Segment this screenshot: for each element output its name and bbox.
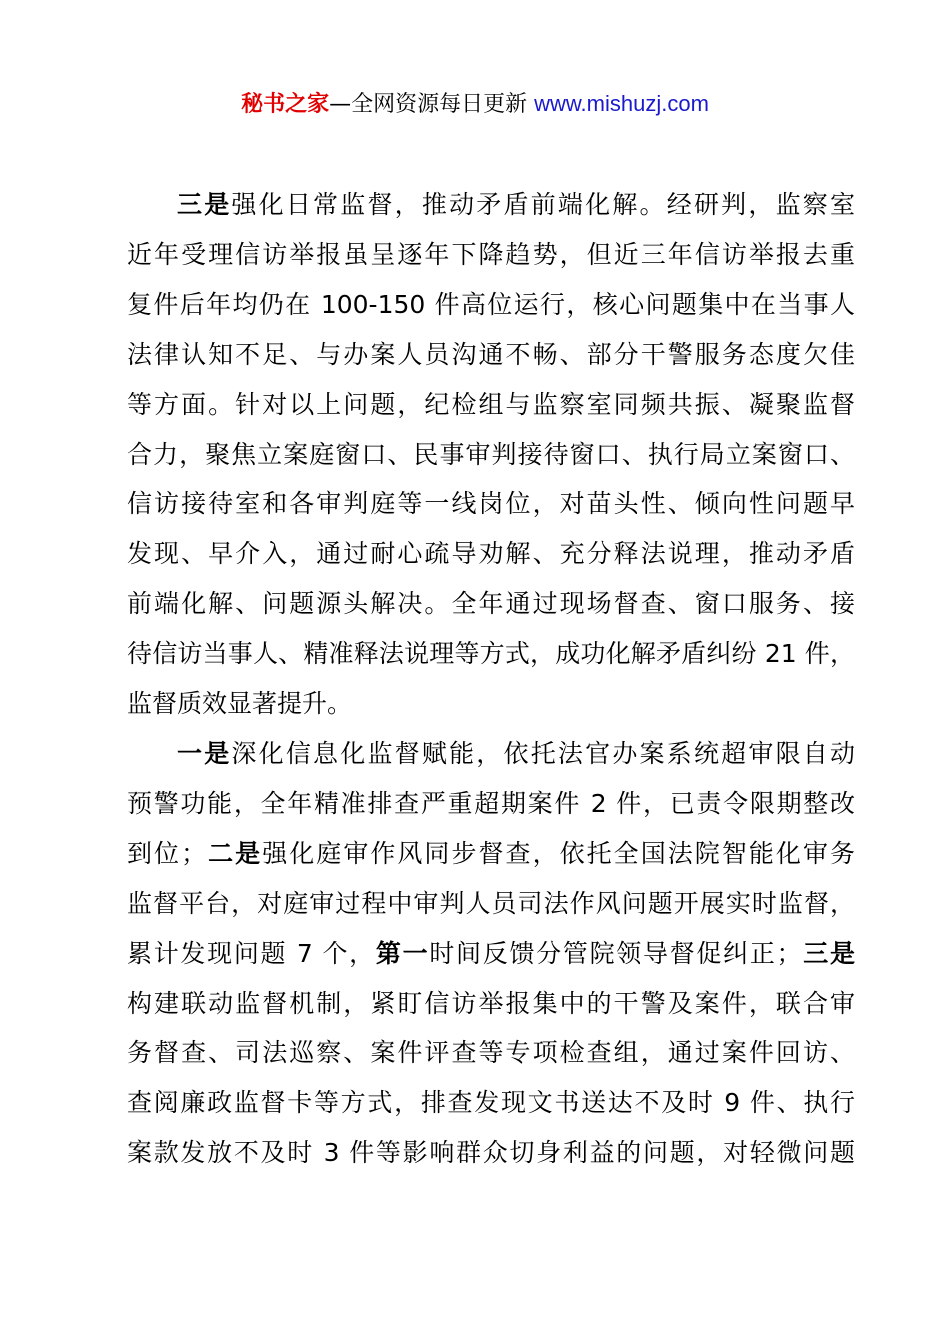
text-line: 信访接待室和各审判庭等一线岗位，对苗头性、倾向性问题早 (127, 489, 855, 519)
website-url[interactable]: www.mishuzj.com (534, 91, 709, 116)
text-line: 前端化解、问题源头解决。全年通过现场督查、窗口服务、接 (127, 589, 855, 619)
text-line: 累计发现问题 7 个，第一时间反馈分管院领导督促纠正；三是 (127, 938, 855, 968)
text-line: 发现、早介入，通过耐心疏导劝解、充分释法说理，推动矛盾 (127, 539, 855, 569)
text-line: 一是深化信息化监督赋能，依托法官办案系统超审限自动 (177, 738, 855, 768)
text-line: 复件后年均仍在 100-150 件高位运行，核心问题集中在当事人 (127, 289, 855, 319)
text-line: 预警功能，全年精准排查严重超期案件 2 件，已责令限期整改 (127, 788, 855, 818)
document-body (127, 180, 855, 1178)
text-line: 等方面。针对以上问题，纪检组与监察室同频共振、凝聚监督 (127, 389, 855, 419)
bold-marker: 三是 (801, 938, 855, 968)
text-line: 案款发放不及时 3 件等影响群众切身利益的问题，对轻微问题 (127, 1138, 855, 1168)
text-line: 务督查、司法巡察、案件评查等专项检查组，通过案件回访、 (127, 1038, 855, 1068)
text-line: 合力，聚焦立案庭窗口、民事审判接待窗口、执行局立案窗口、 (127, 439, 855, 469)
header-tagline: —全网资源每日更新 (329, 92, 535, 117)
text-line: 到位；二是强化庭审作风同步督查，依托全国法院智能化审务 (127, 838, 855, 868)
text-line: 查阅廉政监督卡等方式，排查发现文书送达不及时 9 件、执行 (127, 1088, 855, 1118)
text-line: 构建联动监督机制，紧盯信访举报集中的干警及案件，联合审 (127, 988, 855, 1018)
text-line: 待信访当事人、精准释法说理等方式，成功化解矛盾纠纷 21 件， (127, 639, 855, 669)
paragraph-2 (127, 729, 855, 1178)
text-line: 监督平台，对庭审过程中审判人员司法作风问题开展实时监督， (127, 888, 855, 918)
brand-name: 秘书之家 (241, 92, 330, 117)
text-line: 法律认知不足、与办案人员沟通不畅、部分干警服务态度欠佳 (127, 339, 855, 369)
bold-marker: 第一 (375, 938, 430, 968)
text-line: 监督质效显著提升。 (127, 689, 353, 719)
bold-marker: 二是 (206, 838, 263, 868)
paragraph-1 (127, 180, 855, 729)
bold-marker: 三是 (177, 190, 232, 219)
text-line: 三是强化日常监督，推动矛盾前端化解。经研判，监察室 (177, 190, 855, 219)
page-header (0, 88, 950, 121)
text-line: 近年受理信访举报虽呈逐年下降趋势，但近三年信访举报去重 (127, 239, 855, 269)
bold-marker: 一是 (177, 738, 232, 768)
